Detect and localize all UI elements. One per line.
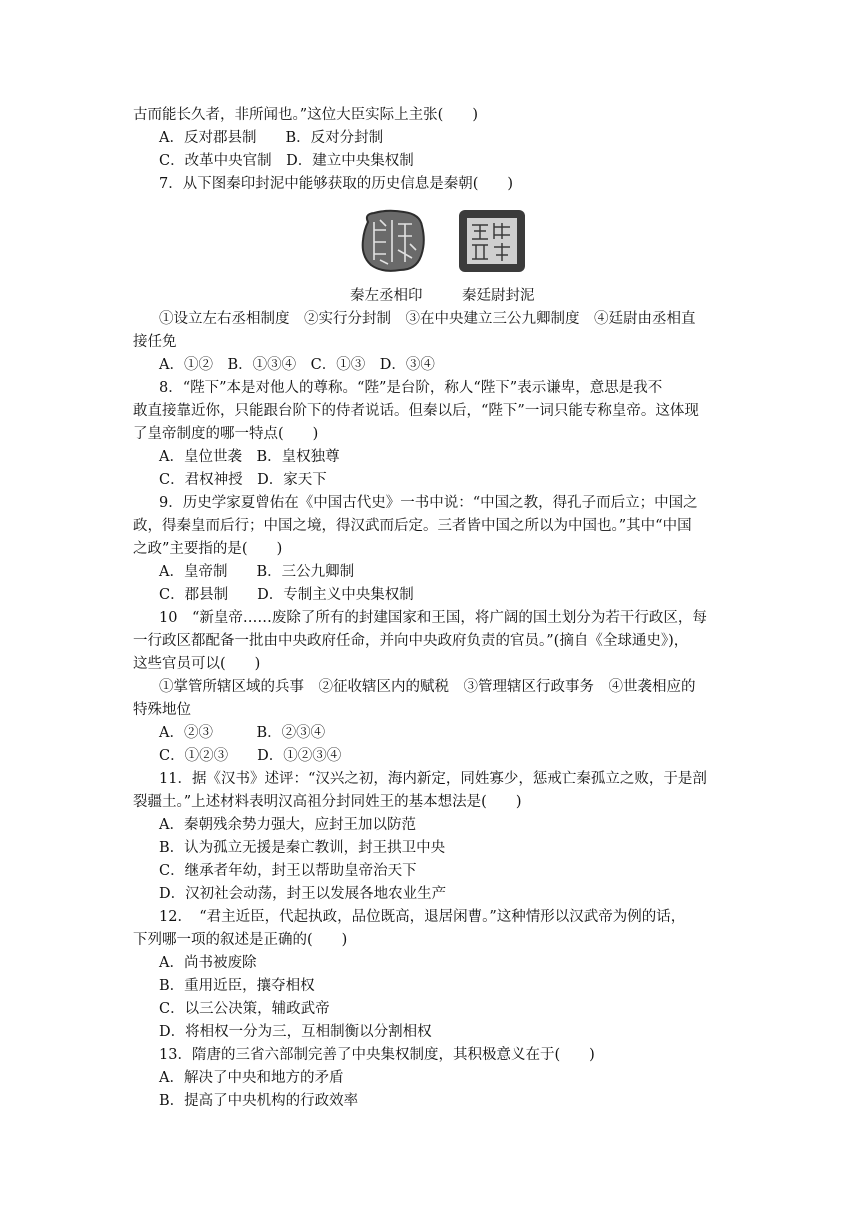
q9-stem-line1: 9．历史学家夏曾佑在《中国古代史》一书中说：“中国之教，得孔子而后立；中国之 xyxy=(159,495,698,511)
seal-left-image xyxy=(360,208,426,274)
q13-option-b: B．提高了中央机构的行政效率 xyxy=(159,1093,359,1109)
q12-option-c: C．以三公决策，辅政武帝 xyxy=(159,1001,330,1017)
q6-options-ab: A．反对郡县制 B．反对分封制 xyxy=(159,130,384,146)
q12-option-a: A．尚书被废除 xyxy=(159,955,257,971)
q6-options-cd: C．改革中央官制 D．建立中央集权制 xyxy=(159,153,414,169)
q11-option-a: A．秦朝残余势力强大，应封王加以防范 xyxy=(159,817,416,833)
q8-options-ab: A．皇位世袭 B．皇权独尊 xyxy=(159,449,340,465)
q8-stem-line1: 8．“陛下”本是对他人的尊称。“陛”是台阶，称人“陛下”表示谦卑，意思是我不 xyxy=(159,380,663,396)
q10-stem-line2: 一行政区都配备一批由中央政府任命，并向中央政府负责的官员。”(摘自《全球通史》)， xyxy=(133,633,689,649)
q11-stem-line1: 11．据《汉书》述评：“汉兴之初，海内新定，同姓寡少，惩戒亡秦孤立之败，于是剖 xyxy=(159,771,707,787)
q13-option-a: A．解决了中央和地方的矛盾 xyxy=(159,1070,344,1086)
q10-choices-line1: ①掌管所辖区域的兵事 ②征收辖区内的赋税 ③管理辖区行政事务 ④世袭相应的 xyxy=(159,679,696,695)
q11-stem-line2: 裂疆土。”上述材料表明汉高祖分封同姓王的基本想法是( ) xyxy=(133,794,522,810)
q9-stem-line2: 政，得秦皇而后行；中国之境，得汉武而后定。三者皆中国之所以为中国也。”其中“中国 xyxy=(133,518,692,534)
q11-option-b: B．认为孤立无援是秦亡教训，封王拱卫中央 xyxy=(159,840,446,856)
q12-option-b: B．重用近臣，攘夺相权 xyxy=(159,978,315,994)
q12-stem-line2: 下列哪一项的叙述是正确的( ) xyxy=(133,932,348,948)
q8-stem-line3: 了皇帝制度的哪一特点( ) xyxy=(133,426,319,442)
q7-options: A．①② B．①③④ C．①③ D．③④ xyxy=(159,357,435,373)
q10-choices-line2: 特殊地位 xyxy=(133,702,191,718)
caption-left: 秦左丞相印 xyxy=(350,288,423,304)
q11-option-d: D．汉初社会动荡，封王以发展各地农业生产 xyxy=(159,886,447,902)
q12-stem-line1: 12． “君主近臣，代起执政，品位既高，退居闲曹。”这种情形以汉武帝为例的话， xyxy=(159,909,686,925)
q12-option-d: D．将相权一分为三，互相制衡以分割相权 xyxy=(159,1024,432,1040)
q7-stem: 7．从下图秦印封泥中能够获取的历史信息是秦朝( ) xyxy=(159,176,514,192)
q10-stem-line3: 这些官员可以( ) xyxy=(133,656,261,672)
q10-options-ab: A．②③ B．②③④ xyxy=(159,725,326,741)
q9-options-cd: C．郡县制 D．专制主义中央集权制 xyxy=(159,587,414,603)
caption-right: 秦廷尉封泥 xyxy=(462,288,535,304)
q11-option-c: C．继承者年幼，封王以帮助皇帝治天下 xyxy=(159,863,417,879)
q8-stem-line2: 敢直接靠近你，只能跟台阶下的侍者说话。但秦以后，“陛下”一词只能专称皇帝。这体现 xyxy=(133,403,699,419)
q6-stem-end: 古而能长久者，非所闻也。”这位大臣实际上主张( ) xyxy=(133,107,478,123)
q8-options-cd: C．君权神授 D．家天下 xyxy=(159,472,327,488)
seal-right-image xyxy=(458,209,526,273)
q13-stem: 13．隋唐的三省六部制完善了中央集权制度，其积极意义在于( ) xyxy=(159,1047,595,1063)
q9-options-ab: A．皇帝制 B．三公九卿制 xyxy=(159,564,355,580)
q7-choices-line2: 接任免 xyxy=(133,334,177,350)
q7-choices-line1: ①设立左右丞相制度 ②实行分封制 ③在中央建立三公九卿制度 ④廷尉由丞相直 xyxy=(159,311,696,327)
q10-options-cd: C．①②③ D．①②③④ xyxy=(159,748,342,764)
q9-stem-line3: 之政”主要指的是( ) xyxy=(133,541,283,557)
q10-stem-line1: 10 “新皇帝……废除了所有的封建国家和王国，将广阔的国土划分为若干行政区，每 xyxy=(159,610,707,626)
